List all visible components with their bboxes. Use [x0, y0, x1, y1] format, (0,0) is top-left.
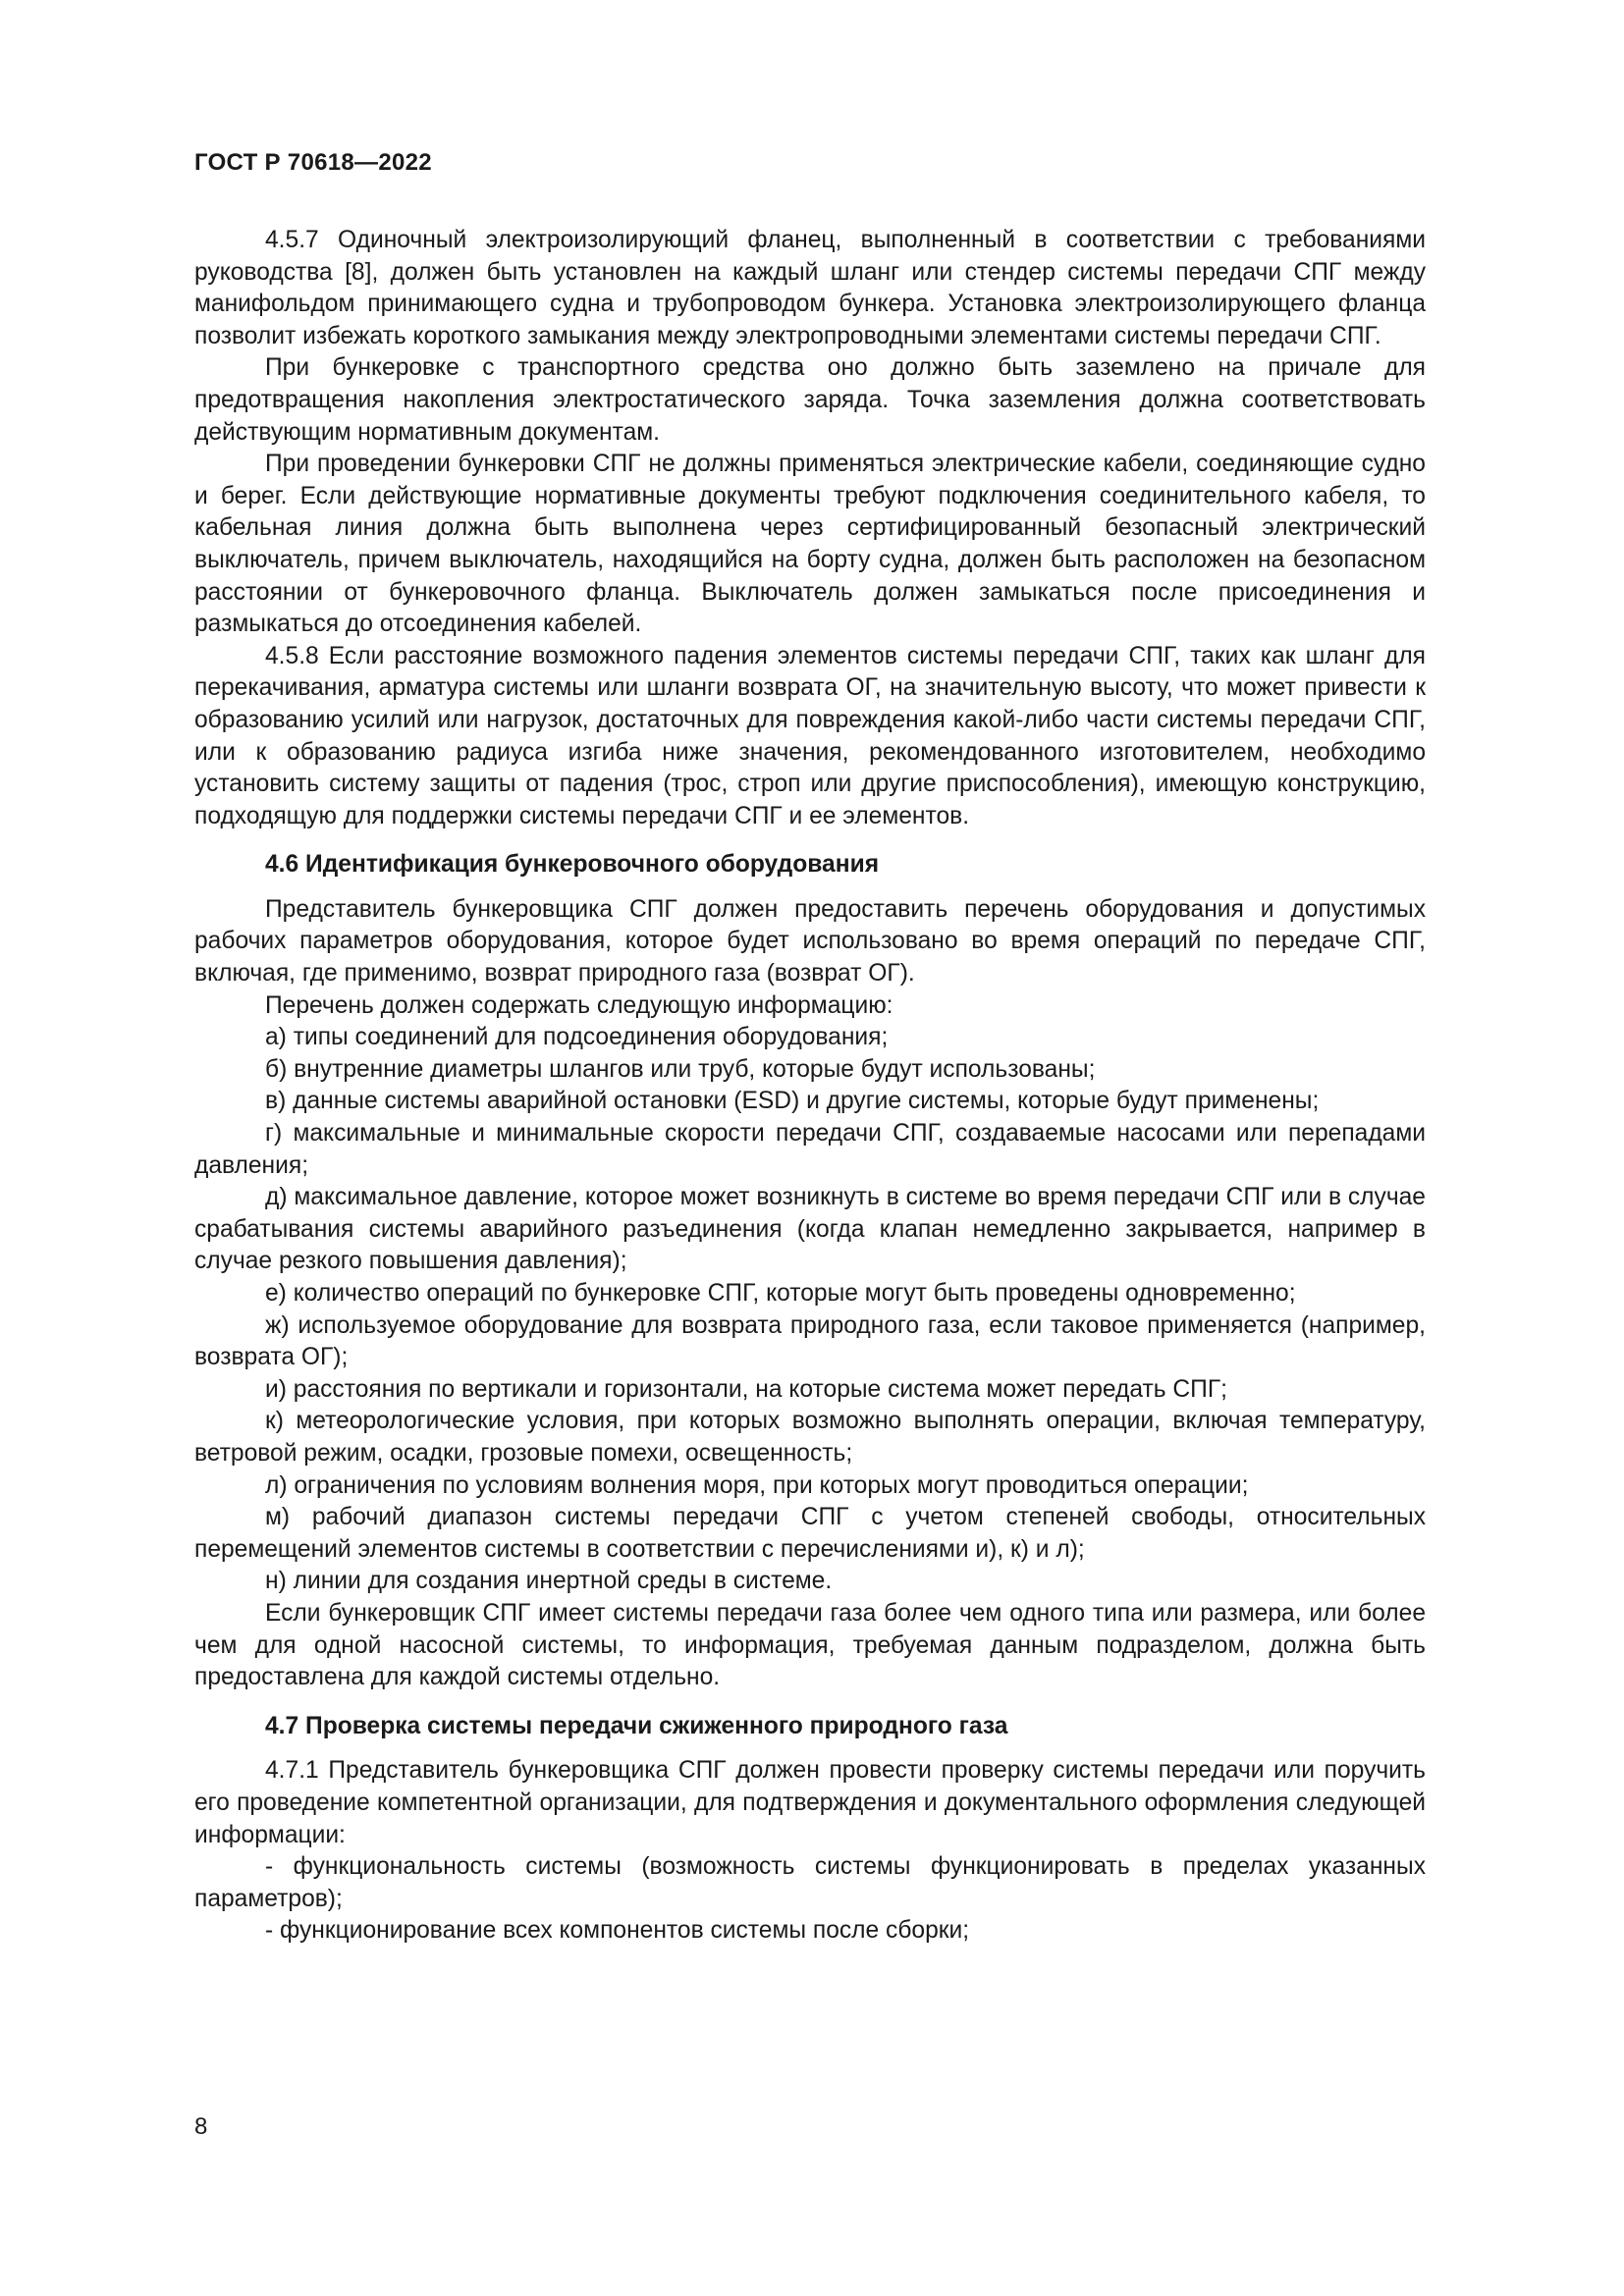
list-item: - функционирование всех компонентов системы после сборки; [265, 1917, 970, 1945]
section-heading: 4.7 Проверка системы передачи сжиженного природного газа [265, 1712, 1008, 1739]
list-item: м) рабочий диапазон системы передачи СПГ с учетом степеней свободы, относительных перемещений элементов системы в соответствии с перечислениями и), к) и л); [194, 1504, 1426, 1563]
paragraph: 4.7.1 Представитель бункеровщика СПГ должен провести проверку системы передачи или поручить его проведение компетентной организации, для подтверждения и документального оформления следующей информации: [194, 1757, 1426, 1848]
paragraph: Если бункеровщик СПГ имеет системы передачи газа более чем одного типа или размера, или более чем для одной насосной системы, то информация, требуемая данным подразделом, должна быть предоставлена для каждой системы отдельно. [194, 1599, 1426, 1691]
list-item: а) типы соединений для подсоединения оборудования; [265, 1024, 889, 1051]
paragraph: Перечень должен содержать следующую информацию: [265, 991, 893, 1019]
paragraph: Представитель бункеровщика СПГ должен предоставить перечень оборудования и допустимых рабочих параметров оборудования, которое будет использовано во время операций по передаче СПГ, включая, где применимо, возврат природного газа (возврат ОГ). [194, 895, 1426, 988]
list-item: к) метеорологические условия, при которых возможно выполнять операции, включая температуру, ветровой режим, осадки, грозовые помехи, освещенность; [194, 1408, 1426, 1467]
paragraph: При бункеровке с транспортного средства оно должно быть заземлено на причале для предотвращения накопления электростатического заряда. Точка заземления должна соответствовать действующим нормативным документам. [194, 354, 1426, 446]
list-item: н) линии для создания инертной среды в системе. [265, 1568, 833, 1595]
page-number: 8 [194, 2113, 208, 2140]
list-item: л) ограничения по условиям волнения моря, при которых могут проводиться операции; [265, 1471, 1249, 1499]
list-item: г) максимальные и минимальные скорости передачи СПГ, создаваемые насосами или перепадами давления; [194, 1120, 1426, 1179]
section-heading: 4.6 Идентификация бункеровочного оборудования [265, 851, 880, 879]
list-item: - функциональность системы (возможность системы функционировать в пределах указанных параметров); [194, 1853, 1426, 1912]
document-header: ГОСТ Р 70618—2022 [194, 149, 432, 176]
list-item: ж) используемое оборудование для возврата природного газа, если таковое применяется (например, возврата ОГ); [194, 1311, 1426, 1371]
paragraph: 4.5.7 Одиночный электроизолирующий фланец, выполненный в соответствии с требованиями руководства [8], должен быть установлен на каждый шланг или стендер системы передачи СПГ между манифольдом принимающего судна и трубопроводом бункера. Установка электроизолирующего фланца позволит избежать короткого замыкания между электропроводными элементами системы передачи СПГ. [194, 227, 1426, 349]
list-item: е) количество операций по бункеровке СПГ, которые могут быть проведены одновременно; [265, 1280, 1296, 1307]
paragraph: 4.5.8 Если расстояние возможного падения элементов системы передачи СПГ, таких как шланг для перекачивания, арматура системы или шланги возврата ОГ, на значительную высоту, что может привести к образованию усилий или нагрузок, достаточных для повреждения какой-либо части системы передачи СПГ, или к образованию радиуса изгиба ниже значения, рекомендованного изготовителем, необходимо установить систему защиты от падения (трос, строп или другие приспособления), имеющую конструкцию, подходящую для поддержки системы передачи СПГ и ее элементов. [194, 642, 1426, 829]
document-body [194, 225, 1426, 1948]
list-item: в) данные системы аварийной остановки (ESD) и другие системы, которые будут применены; [265, 1088, 1320, 1115]
list-item: и) расстояния по вертикали и горизонтали, на которые система может передать СПГ; [265, 1375, 1228, 1403]
list-item: б) внутренние диаметры шлангов или труб, которые будут использованы; [265, 1055, 1096, 1083]
paragraph: При проведении бункеровки СПГ не должны применяться электрические кабели, соединяющие судно и берег. Если действующие нормативные документы требуют подключения соединительного кабеля, то кабельная линия должна быть выполнена через сертифицированный безопасный электрический выключатель, причем выключатель, находящийся на борту судна, должен быть расположен на безопасном расстоянии от бункеровочного фланца. Выключатель должен замыкаться после присоединения и размыкаться до отсоединения кабелей. [194, 451, 1426, 638]
list-item: д) максимальное давление, которое может возникнуть в системе во время передачи СПГ или в случае срабатывания системы аварийного разъединения (когда клапан немедленно закрывается, например в случае резкого повышения давления); [194, 1184, 1426, 1275]
